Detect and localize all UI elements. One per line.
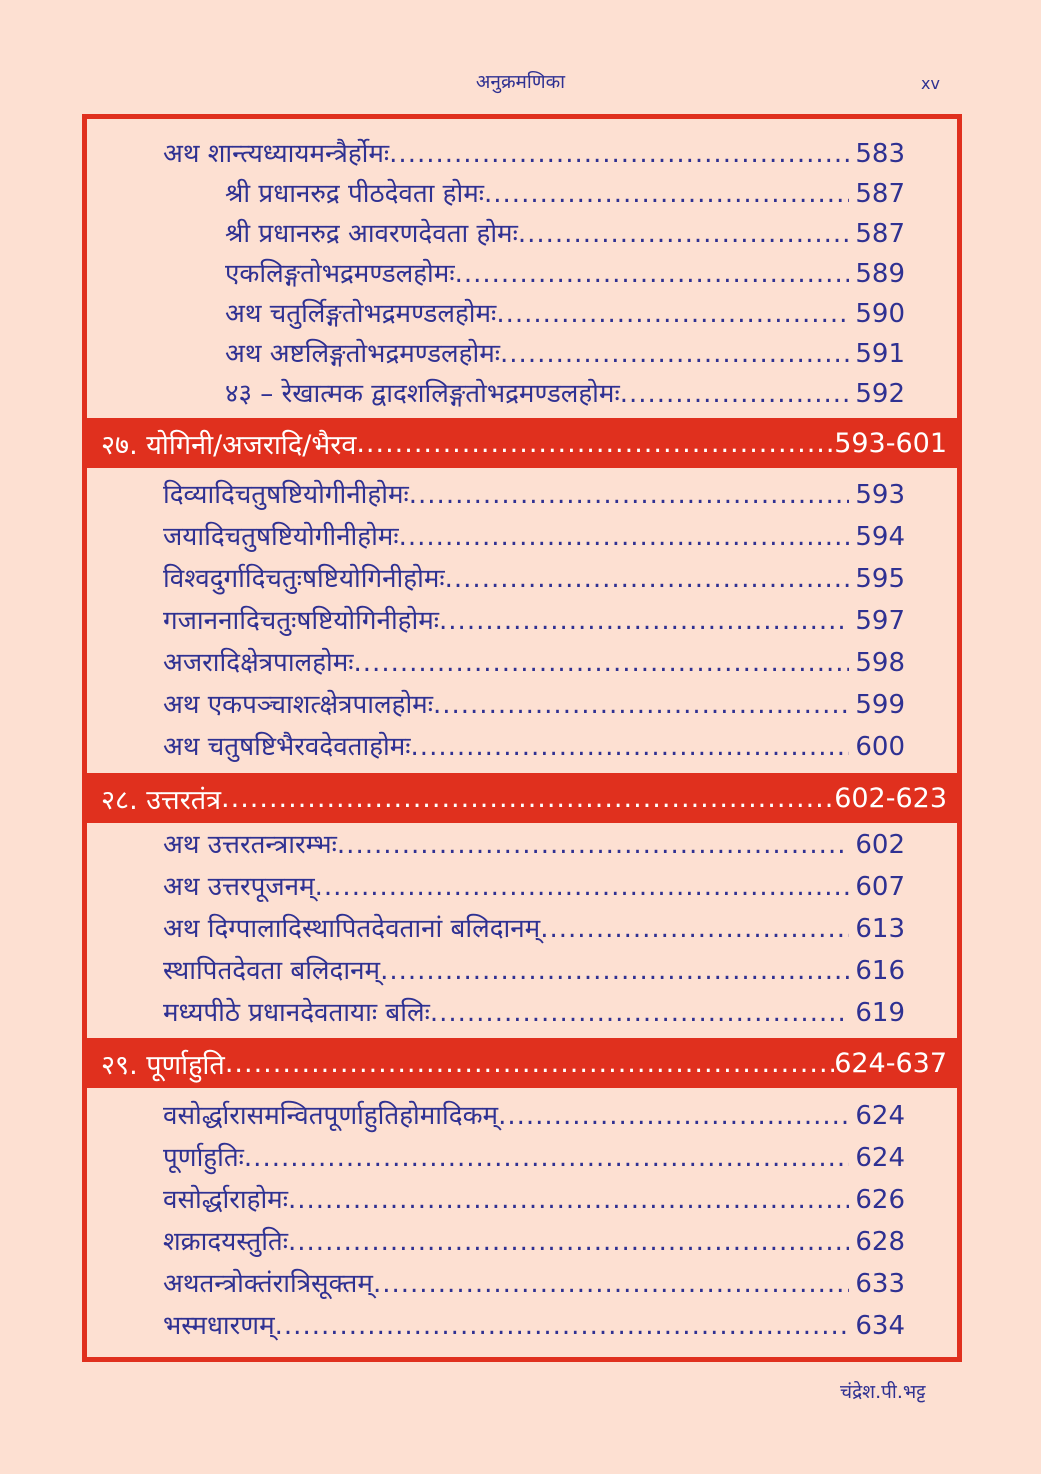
entry-page: 587 [855, 179, 905, 209]
entry-page: 591 [855, 339, 905, 369]
section-page-range: 602-623 [834, 782, 947, 814]
toc-entry [87, 257, 905, 291]
entry-title: अथ एकपञ्चाशत्क्षेत्रपालहोमः [163, 690, 433, 720]
entry-title: एकलिङ्गतोभद्रमण्डलहोमः [225, 259, 455, 289]
entry-page: 619 [855, 998, 905, 1028]
toc-entry [87, 604, 905, 638]
leader-dots [288, 1225, 849, 1259]
entry-title: वसोर्द्धाराहोमः [163, 1185, 288, 1215]
page-number: xv [921, 74, 940, 93]
entry-page: 587 [855, 219, 905, 249]
toc-entry [87, 478, 905, 512]
entry-title: पूर्णाहुतिः [163, 1143, 244, 1173]
entry-title: गजाननादिचतुःषष्टियोगिनीहोमः [163, 606, 440, 636]
toc-entry [87, 177, 905, 211]
leader-dots [389, 137, 849, 171]
entry-title: अथ उत्तरतन्त्रारम्भः [163, 830, 337, 860]
leader-dots [337, 828, 849, 862]
section-page-range: 593-601 [834, 427, 947, 459]
entry-page: 607 [855, 872, 905, 902]
leader-dots [455, 257, 850, 291]
section-title: २७. योगिनी/अजरादि/भैरव [101, 429, 357, 461]
section-heading-27 [87, 418, 957, 468]
section-title: २९. पूर्णाहुति [101, 1049, 225, 1081]
leader-dots [620, 377, 850, 411]
leader-dots [380, 954, 849, 988]
section-title: २८. उत्तरतंत्र [101, 784, 222, 816]
entry-title: अथ अष्टलिङ्गतोभद्रमण्डलहोमः [225, 339, 501, 369]
entry-page: 616 [855, 956, 905, 986]
leader-dots [315, 870, 850, 904]
entry-page: 624 [855, 1101, 905, 1131]
toc-entry [87, 1267, 905, 1301]
toc-entry [87, 1099, 905, 1133]
toc-entry [87, 217, 905, 251]
toc-entry [87, 828, 905, 862]
leader-dots [433, 688, 849, 722]
entry-page: 598 [855, 648, 905, 678]
entry-title: अथतन्त्रोक्तंरात्रिसूक्तम् [163, 1269, 373, 1299]
leader-dots [225, 1048, 834, 1079]
entry-page: 634 [855, 1311, 905, 1341]
entry-page: 600 [855, 732, 905, 762]
leader-dots [244, 1141, 849, 1175]
leader-dots [445, 562, 850, 596]
toc-entry [87, 337, 905, 371]
leader-dots [430, 996, 850, 1030]
leader-dots [356, 428, 834, 459]
entry-title: अथ शान्त्यध्यायमन्त्रैर्होमः [163, 139, 390, 169]
entry-title: अथ दिग्पालादिस्थापितदेवतानां बलिदानम् [163, 914, 541, 944]
entry-title: अथ चतुर्लिङ्गतोभद्रमण्डलहोमः [225, 299, 497, 329]
entry-page: 599 [855, 690, 905, 720]
toc-entry [87, 297, 905, 331]
leader-dots [399, 520, 850, 554]
entry-page: 628 [855, 1227, 905, 1257]
section-page-range: 624-637 [834, 1047, 947, 1079]
entry-title: स्थापितदेवता बलिदानम् [163, 956, 381, 986]
toc-entry [87, 520, 905, 554]
entry-page: 592 [855, 379, 905, 409]
entry-page: 583 [855, 139, 905, 169]
author-signature: चंद्रेश.पी.भट्ट [840, 1381, 926, 1403]
entry-title: भस्मधारणम् [163, 1311, 275, 1341]
entry-title: अथ चतुषष्टिभैरवदेवताहोमः [163, 732, 411, 762]
entry-title: ४३ – रेखात्मक द्वादशलिङ्गतोभद्रमण्डलहोमः [225, 379, 620, 409]
toc-entry [87, 996, 905, 1030]
leader-dots [484, 177, 849, 211]
entry-page: 595 [855, 564, 905, 594]
contents-frame [82, 114, 962, 1362]
entry-page: 590 [855, 299, 905, 329]
entry-page: 594 [855, 522, 905, 552]
entry-title: अजरादिक्षेत्रपालहोमः [163, 648, 354, 678]
leader-dots [409, 478, 850, 512]
section-heading-28 [87, 773, 957, 823]
toc-entry [87, 730, 905, 764]
toc-entry [87, 137, 905, 171]
toc-entry [87, 562, 905, 596]
toc-entry [87, 1141, 905, 1175]
entry-title: दिव्यादिचतुषष्टियोगीनीहोमः [163, 480, 409, 510]
leader-dots [221, 783, 834, 814]
leader-dots [411, 730, 850, 764]
running-head-title: अनुक्रमणिका [475, 71, 566, 93]
entry-page: 593 [855, 480, 905, 510]
leader-dots [373, 1267, 849, 1301]
toc-entry [87, 954, 905, 988]
leader-dots [275, 1309, 850, 1343]
entry-title: विश्वदुर्गादिचतुःषष्टियोगिनीहोमः [163, 564, 445, 594]
toc-entry [87, 688, 905, 722]
entry-page: 597 [855, 606, 905, 636]
entry-page: 613 [855, 914, 905, 944]
toc-entry [87, 1309, 905, 1343]
entry-page: 624 [855, 1143, 905, 1173]
toc-entry [87, 912, 905, 946]
entry-title: जयादिचतुषष्टियोगीनीहोमः [163, 522, 399, 552]
entry-page: 602 [855, 830, 905, 860]
entry-page: 633 [855, 1269, 905, 1299]
leader-dots [354, 646, 850, 680]
entry-title: शक्रादयस्तुतिः [163, 1227, 289, 1257]
toc-entry [87, 870, 905, 904]
entry-page: 589 [855, 259, 905, 289]
entry-page: 626 [855, 1185, 905, 1215]
toc-entry [87, 1183, 905, 1217]
toc-entry [87, 1225, 905, 1259]
leader-dots [496, 297, 849, 331]
leader-dots [518, 217, 850, 251]
leader-dots [500, 337, 849, 371]
entry-title: वसोर्द्धारासमन्वितपूर्णाहुतिहोमादिकम् [163, 1101, 499, 1131]
leader-dots [288, 1183, 849, 1217]
toc-entry [87, 377, 905, 411]
leader-dots [498, 1099, 849, 1133]
section-heading-29 [87, 1038, 957, 1088]
entry-title: श्री प्रधानरुद्र पीठदेवता होमः [225, 179, 485, 209]
leader-dots [540, 912, 849, 946]
toc-entry [87, 646, 905, 680]
entry-title: अथ उत्तरपूजनम् [163, 872, 315, 902]
entry-title: मध्यपीठे प्रधानदेवतायाः बलिः [163, 998, 430, 1028]
leader-dots [439, 604, 849, 638]
entry-title: श्री प्रधानरुद्र आवरणदेवता होमः [225, 219, 518, 249]
